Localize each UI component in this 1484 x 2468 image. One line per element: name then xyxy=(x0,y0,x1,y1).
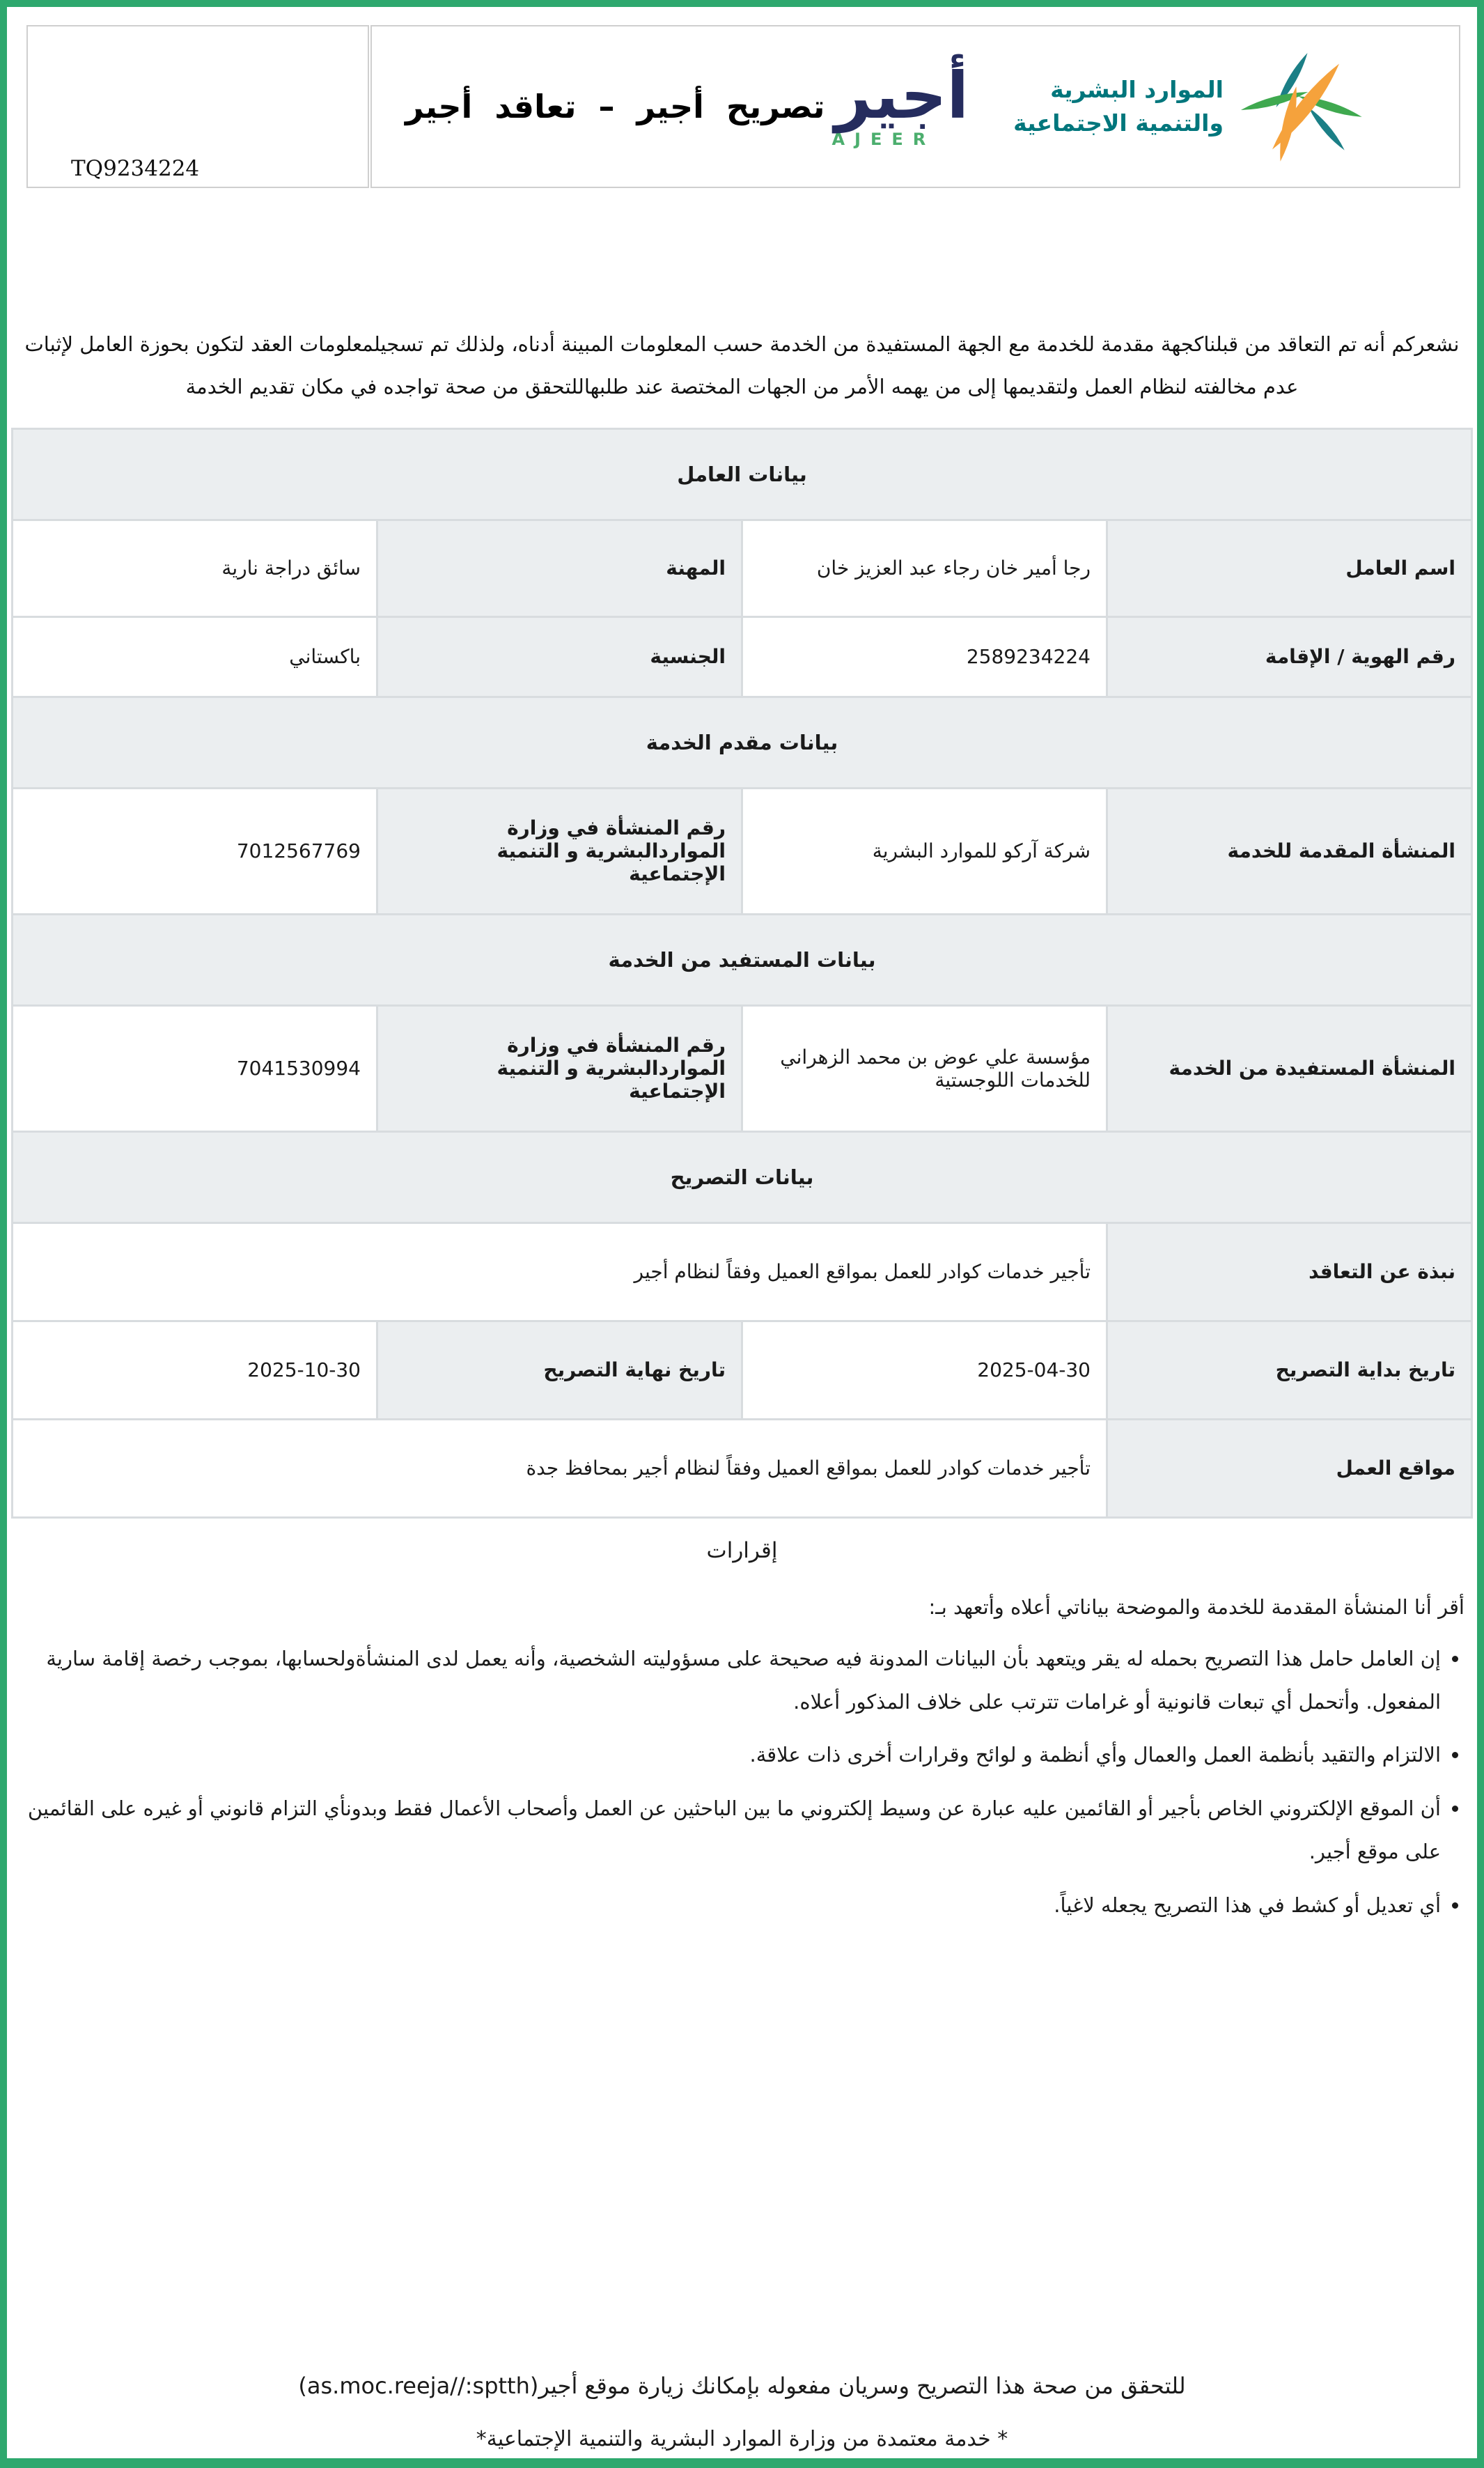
table-row xyxy=(13,788,1472,914)
declarations-section xyxy=(19,1538,1465,1927)
document-footer xyxy=(11,2373,1473,2451)
ministry-logo-text xyxy=(1013,73,1224,140)
table-row xyxy=(13,1419,1472,1517)
declaration-item: • أن الموقع الإلكتروني الخاص بأجير أو القائمين عليه عبارة عن وسيط إلكتروني ما بين الباحثين عن العمل وأصحاب الأعمال فقط وبدونأي التزام قانوني أو غيره على القائمين على موقع أجير. xyxy=(19,1787,1441,1874)
footer-verify-line: للتحقق من صحة هذا التصريح وسريان مفعوله بإمكانك زيارة موقع أجير(as.moc.reeja//:sptth) xyxy=(298,2372,1186,2399)
id-label: رقم الهوية / الإقامة xyxy=(1107,616,1472,697)
ajeer-latin-wordmark: AJEER xyxy=(831,130,936,149)
table-row xyxy=(13,1005,1472,1131)
beneficiary-mol-label: رقم المنشأة في وزارة المواردالبشرية و التنمية الإجتماعية xyxy=(377,1005,742,1131)
table-row xyxy=(13,1321,1472,1419)
section-header-row xyxy=(13,1131,1472,1223)
beneficiary-section-header: بيانات المستفيد من الخدمة xyxy=(13,914,1472,1005)
footer-approved-line: * خدمة معتمدة من وزارة الموارد البشرية والتنمية الإجتماعية* xyxy=(476,2426,1008,2451)
nationality-label: الجنسية xyxy=(377,616,742,697)
start-date-value: 2025-04-30 xyxy=(742,1321,1107,1419)
intro-paragraph: نشعركم أنه تم التعاقد من قبلناكجهة مقدمة للخدمة مع الجهة المستفيدة من الخدمة حسب المعلومات المبينة أدناه، ولذلك تم تسجيلمعلومات العقد لتكون بحوزة العامل لإثبات عدم مخالفته لنظام العمل ولتقديمها إلى من يهمه الأمر من الجهات المختصة عند طلبهاللتحقق من صحة تواجده في مكان تقديم الخدمة xyxy=(24,332,1460,398)
work-locations-value: تأجير خدمات كوادر للعمل بمواقع العميل وفقاً لنظام أجير بمحافظ جدة xyxy=(13,1419,1107,1517)
beneficiary-mol-number-value: 7041530994 xyxy=(13,1005,377,1131)
table-row xyxy=(13,616,1472,697)
ajeer-arabic-text: أجير xyxy=(834,59,969,133)
declaration-item: • أي تعديل أو كشط في هذا التصريح يجعله لاغياً. xyxy=(19,1884,1441,1927)
beneficiary-label: المنشأة المستفيدة من الخدمة xyxy=(1107,1005,1472,1131)
ministry-logo-line2: والتنمية الاجتماعية xyxy=(1013,109,1224,137)
declarations-intro: أقر أنا المنشأة المقدمة للخدمة والموضحة بياناتي أعلاه وأتعهد بـ: xyxy=(928,1594,1465,1619)
profession-label: المهنة xyxy=(377,520,742,616)
worker-name-value: رجا أمير خان رجاء عبد العزيز خان xyxy=(742,520,1107,616)
profession-value: سائق دراجة نارية xyxy=(13,520,377,616)
ministry-logo-line1: الموارد البشرية xyxy=(1050,76,1224,104)
declarations-title: إقرارات xyxy=(706,1537,778,1563)
end-date-label: تاريخ نهاية التصريح xyxy=(377,1321,742,1419)
work-locations-label: مواقع العمل xyxy=(1107,1419,1472,1517)
tq-number: TQ9234224 xyxy=(71,156,200,181)
contract-brief-value: تأجير خدمات كوادر للعمل بمواقع العميل وفقاً لنظام أجير xyxy=(13,1223,1107,1321)
ministry-logo xyxy=(1013,51,1368,162)
mhrsd-palm-star-icon xyxy=(1236,51,1368,162)
section-header-row xyxy=(13,697,1472,788)
id-value: 2589234224 xyxy=(742,616,1107,697)
start-date-label: تاريخ بداية التصريح xyxy=(1107,1321,1472,1419)
provider-mol-number-value: 7012567769 xyxy=(13,788,377,914)
worker-name-label: اسم العامل xyxy=(1107,520,1472,616)
provider-section-header: بيانات مقدم الخدمة xyxy=(13,697,1472,788)
ajeer-arabic-wordmark xyxy=(831,59,971,133)
permit-table xyxy=(11,428,1473,1519)
document-title: تصريح أجير – تعاقد أجير xyxy=(405,88,825,125)
table-row xyxy=(13,520,1472,616)
tq-number-box xyxy=(26,25,369,188)
title-logo-box xyxy=(370,25,1460,188)
nationality-value: باكستاني xyxy=(13,616,377,697)
beneficiary-name-value: مؤسسة علي عوض بن محمد الزهراني للخدمات اللوجستية xyxy=(742,1005,1107,1131)
declarations-list xyxy=(19,1637,1465,1927)
ajeer-logo xyxy=(831,59,971,149)
declaration-item: • الالتزام والتقيد بأنظمة العمل والعمال وأي أنظمة و لوائح وقرارات أخرى ذات علاقة. xyxy=(19,1733,1441,1776)
permit-section-header: بيانات التصريح xyxy=(13,1131,1472,1223)
contract-brief-label: نبذة عن التعاقد xyxy=(1107,1223,1472,1321)
end-date-value: 2025-10-30 xyxy=(13,1321,377,1419)
logo-group xyxy=(831,51,1368,162)
declaration-item: • إن العامل حامل هذا التصريح بحمله له يقر ويتعهد بأن البيانات المدونة فيه صحيحة على مسؤوليته الشخصية، وأنه يعمل لدى المنشأةولحسابها، بموجب رخصة إقامة سارية المفعول. وأتحمل أي تبعات قانونية أو غرامات تترتب على خلاف المذكور أعلاه. xyxy=(19,1637,1441,1724)
provider-label: المنشأة المقدمة للخدمة xyxy=(1107,788,1472,914)
provider-mol-label: رقم المنشأة في وزارة المواردالبشرية و التنمية الإجتماعية xyxy=(377,788,742,914)
section-header-row xyxy=(13,914,1472,1005)
provider-name-value: شركة آركو للموارد البشرية xyxy=(742,788,1107,914)
section-header-row xyxy=(13,428,1472,520)
table-row xyxy=(13,1223,1472,1321)
worker-section-header: بيانات العامل xyxy=(13,428,1472,520)
document-header xyxy=(11,25,1473,187)
